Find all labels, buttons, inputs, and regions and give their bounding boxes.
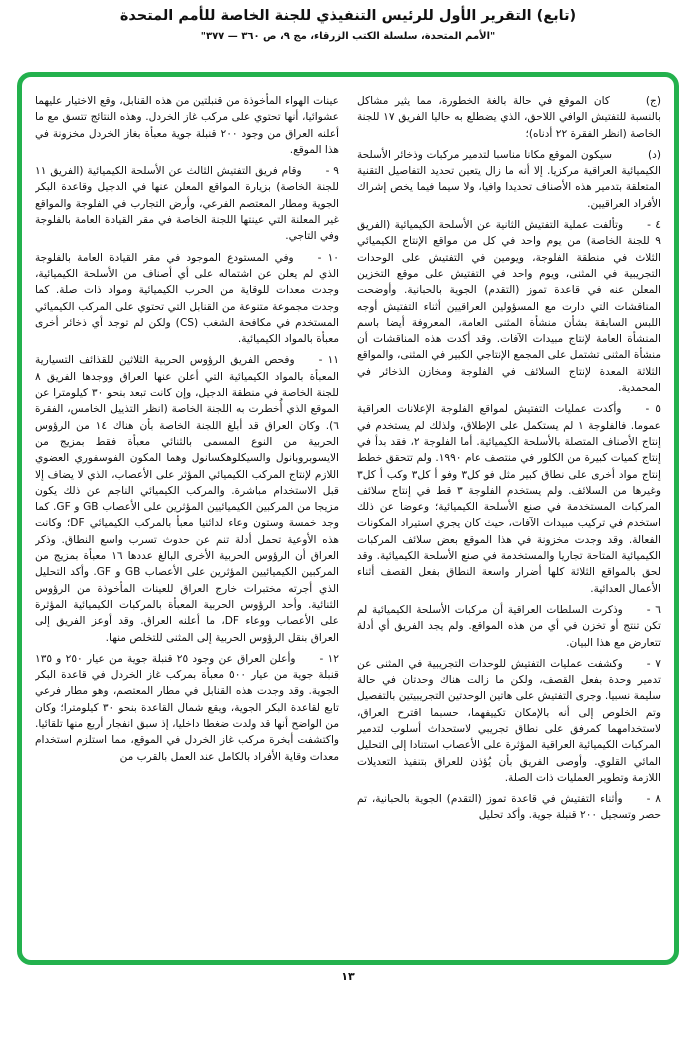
paragraph-text: كان الموقع في حالة بالغة الخطورة، مما يثير مشاكل بالنسبة للتفتيش الوافي اللاحق، الذي يضطلع به حاليا الفريق ١٧ للجنة الخاصة (انظر الفقرة ٢٢ أدناه)؛: [357, 95, 661, 140]
paragraph-d: [357, 147, 661, 212]
paragraph-6: [357, 602, 661, 651]
paragraph-text: وتألفت عملية التفتيش الثانية عن الأسلحة الكيميائية (الفريق ٩ للجنة الخاصة) من يوم واحد في كل من مواقع الإنتاج الكيميائي الثلاث في منطقة الفلوجة، ويومين في التفتيش على الوحدات التجريبية في المثنى، ويوم واحد في التفتيش على موقع التخزين المعلن عنه في قاعدة تموز (التقدم) الجوية بالحبانية. وأوضحت المناقشات التي دارت مع المسؤولين العراقيين أثناء التفتيش أوجه اللبس السابقة بشأن منشأة المثنى العامة، المعروفة أيضا باسم المنشأة العامة لإنتاج مبيدات الآفات. وقد أكدت هذه المناقشات أن منشأة المثنى تشتمل على المجمع الإنتاجي الكبير في المثنى، والمواقع الثلاثة المعدة لإنتاج السلائف في الفلوجة ومخازن الذخائر في المحمدية.: [357, 219, 661, 395]
green-border-frame: [17, 72, 679, 965]
paragraph-7: [357, 656, 661, 786]
column-right: [357, 93, 661, 952]
paragraph-10: [35, 250, 339, 348]
paragraph-text: وفي المستودع الموجود في مقر القيادة العامة بالفلوجة الذي لم يعلن عن اشتماله على أي أصناف من الأسلحة الكيميائية، وجدت معدات للوقاية من الحرب الكيميائية ومواد ذات صلة. كما وجدت مجموعة متنوعة من القنابل التي تحتوي على المركب الكيميائي المستخدم في مكافحة الشغب (CS) ولكن لم توجد أي ذخائر أخرى معبأة بالمواد الكيميائية.: [35, 251, 339, 346]
paragraph-text: وقام فريق التفتيش الثالث عن الأسلحة الكيميائية (الفريق ١١ للجنة الخاصة) بزيارة المواقع المعلن عنها في الدجيل وقاعدة البكر الجوية ومطار المعتصم الفرعي، وأرض التجارب في الفلوجة والمواقع غير المعلنة التي عينتها اللجنة الخاصة في مقر القيادة العامة بالفلوجة وفي التاجي.: [35, 165, 339, 243]
paragraph-8-continuation: [35, 93, 339, 158]
paragraph-marker: ٤ -: [647, 219, 661, 232]
paragraph-marker: (ج): [645, 95, 661, 107]
document-source-citation: "الأمم المتحدة، سلسلة الكتب الزرقاء، مج ٩، ص ٣٦٠ — ٣٧٧": [200, 31, 496, 42]
document-title: (تابع) التقرير الأول للرئيس التنفيذي للجنة الخاصة للأمم المتحدة: [119, 8, 577, 24]
paragraph-marker: ٧ -: [646, 657, 661, 670]
paragraph-marker: ٦ -: [646, 603, 661, 616]
paragraph-text: سيكون الموقع مكانا مناسبا لتدمير مركبات وذخائر الأسلحة الكيميائية العراقية مركزيا. إلا أنه ما زال يتعين تحديد التفاصيل التقنية المتعلقة بتدمير هذه الأصناف تحديدا وافيا، ولا سيما فيما يخص إشراك الأفراد العراقيين.: [357, 148, 661, 210]
paragraph-text: عينات الهواء المأخوذة من قنبلتين من هذه القنابل، وقع الاختيار عليهما عشوائيا، أنها تحتوي على مركب غاز الخردل. وهذه النتائج تتسق مع ما أعلنه العراق من وجود ٢٠٠ قنبلة جوية معبأة بغاز الخردل مخزونة في هذا الموقع.: [35, 95, 339, 156]
paragraph-5: [357, 401, 661, 597]
paragraph-11: [35, 352, 339, 645]
paragraph-text: وكشفت عمليات التفتيش للوحدات التجريبية في المثنى عن تدمير وحدة بفعل القصف، ولكن ما زالت هناك وحدتان في حالة سليمة نسبيا. وجرى التفتيش على هاتين الوحدتين التجريبيتين بالتفصيل وتم الخلوص إلى أنه بالإمكان تكييفهما، حسبما اقترح العراق، لاستخدامهما كمرفق على نطاق تجريبي لاستحداث أسلوب لتدمير المركبات الكيميائية العراقية المؤثرة على الأعصاب استنادا إلى التحليل المائي القلوي. وأوصى الفريق بأن يُؤذن للعراق بتنفيذ التعديلات اللازمة وتطوير العمليات ذات الصلة.: [357, 657, 661, 784]
paragraph-12: [35, 651, 339, 765]
paragraph-marker: ٥ -: [645, 403, 661, 416]
paragraph-text: وأثناء التفتيش في قاعدة تموز (التقدم) الجوية بالحبانية، تم حصر وتسجيل ٢٠٠ قنبلة جوية. وأكد تحليل: [357, 793, 661, 822]
paragraph-marker: ٨ -: [646, 793, 661, 806]
paragraph-c: [357, 93, 661, 142]
paragraph-marker: (د): [648, 148, 661, 161]
page-number: ١٣: [341, 970, 355, 983]
page-header: [0, 8, 696, 42]
paragraph-marker: ٩ -: [325, 165, 339, 178]
paragraph-marker: ١٠ -: [317, 251, 339, 264]
text-columns: [35, 93, 661, 952]
paragraph-text: وفحص الفريق الرؤوس الحربية الثلاثين للقذائف التسيارية المعبأة بالمواد الكيميائية التي أعلن عنها العراق ووجدها الفريق ٨ للجنة الخاصة في منطقة الدجيل، وإن كانت تبعد بنحو ٣٠ كيلومترا عن الموقع الذي أُخطرت به اللجنة الخاصة (انظر التذييل الخامس، الفقرة ٦). وكان العراق قد أبلغ اللجنة الخاصة بأن هناك ١٤ من الرؤوس الحربية من النوع المسمى بالثنائي معبأة فقط بمزيج من الايسوبروبانول والسيكلوهكسانول وهما المكون الفوسفوري العضوي اللازم لإنتاج المركب الكيميائي المؤثر على الأعصاب، الذي لا يضاف إلا قبل الاستخدام مباشرة. والمركب الكيميائي الناجم عن ذلك يكون مزيجا من المركبين الكيميائيين المؤثرين على الأعصاب GB و GF. كما وجد خمسة وستون وعاء لدائنيا معبأ بالمركب الكيميائي DF؛ وكانت هذه الأوعية تحمل أدلة تنم عن حدوث تسرب واسع النطاق. وذكر العراق أن الرؤوس الحربية الأخرى البالغ عددها ١٦ معبأة بمزيج من المركبين الكيميائيين المؤثرين على الأعصاب GB و GF. وأكد التحليل الذي أجرته مختبرات خارج العراق للعينات المأخوذة من الرؤوس الثنائية. وأحد الرؤوس الحربية المعبأة بالمركبات الكيميائية المؤثرة على الأعصاب ووعاء DF، ما أعلنه العراق. وقد أوعز الفريق إلى العراق بنقل الرؤوس الحربية إلى المثنى للتخلص منها.: [35, 354, 339, 644]
paragraph-9: [35, 163, 339, 244]
column-left: [35, 93, 339, 952]
paragraph-marker: ١١ -: [318, 354, 339, 367]
paragraph-8: [357, 791, 661, 824]
paragraph-marker: ١٢ -: [319, 652, 339, 665]
paragraph-text: وأعلن العراق عن وجود ٢٥ قنبلة جوية من عيار ٢٥٠ و ١٣٥ قنبلة جوية من عيار ٥٠٠ معبأة بمركب غاز الخردل في قاعدة البكر الجوية. وقد وجدت هذه القنابل في مطار المعتصم، وهو مطار فرعي تابع لقاعدة البكر الجوية، ويقع شمال القاعدة بنحو ٣٠ كيلومترا؛ وكان من الواضح أنها قد ولدت ضغطا داخليا، إذ سبق انفجار أربع منها تلقائيا. واكتشفت أبخرة مركب غاز الخردل في الموقع، مما استلزم استخدام معدات وقاية الأفراد بالكامل عند العمل بالقرب من: [35, 652, 339, 763]
paragraph-text: وذكرت السلطات العراقية أن مركبات الأسلحة الكيميائية لم تكن تنتج أو تخزن في أي من هذه المواقع. ولم يجد الفريق أي أدلة تتعارض مع هذا البيان.: [357, 603, 661, 649]
paragraph-4: [357, 217, 661, 396]
paragraph-text: وأكدت عمليات التفتيش لمواقع الفلوجة الإعلانات العراقية عموما. فالفلوجة ١ لم يستكمل على الإطلاق، ولذلك لم يستخدم في إنتاج الأصناف المتصلة بالأسلحة الكيميائية. أما الفلوجة ٢، فقد بدأ في إنتاج كميات كبيرة من الكلور في منتصف عام ١٩٩٠. ولم تتحقق خطط إنتاج مواد أخرى على نطاق كبير مثل فو كل٣ وفو أ كل٣ وكب أ كل٣ وغيرها من السلائف. ولم يستخدم الفلوجة ٣ قط في إنتاج سلائف المركبات المستخدمة في صنع الأسلحة الكيميائية؛ وعوضا عن ذلك استخدم في تركيب مبيدات الآفات، حيث كان يجري استيراد المكونات الفعالة. وقد وجدت مخزونة في هذا الموقع بعض سلائف المركبات الكيميائية المتاحة تجاريا والمستخدمة في صنع الأسلحة الكيميائية. وقد لحق بالمواقع الثلاثة كلها أضرار واسعة النطاق بفعل القصف أثناء الأعمال العدائية.: [357, 403, 661, 595]
